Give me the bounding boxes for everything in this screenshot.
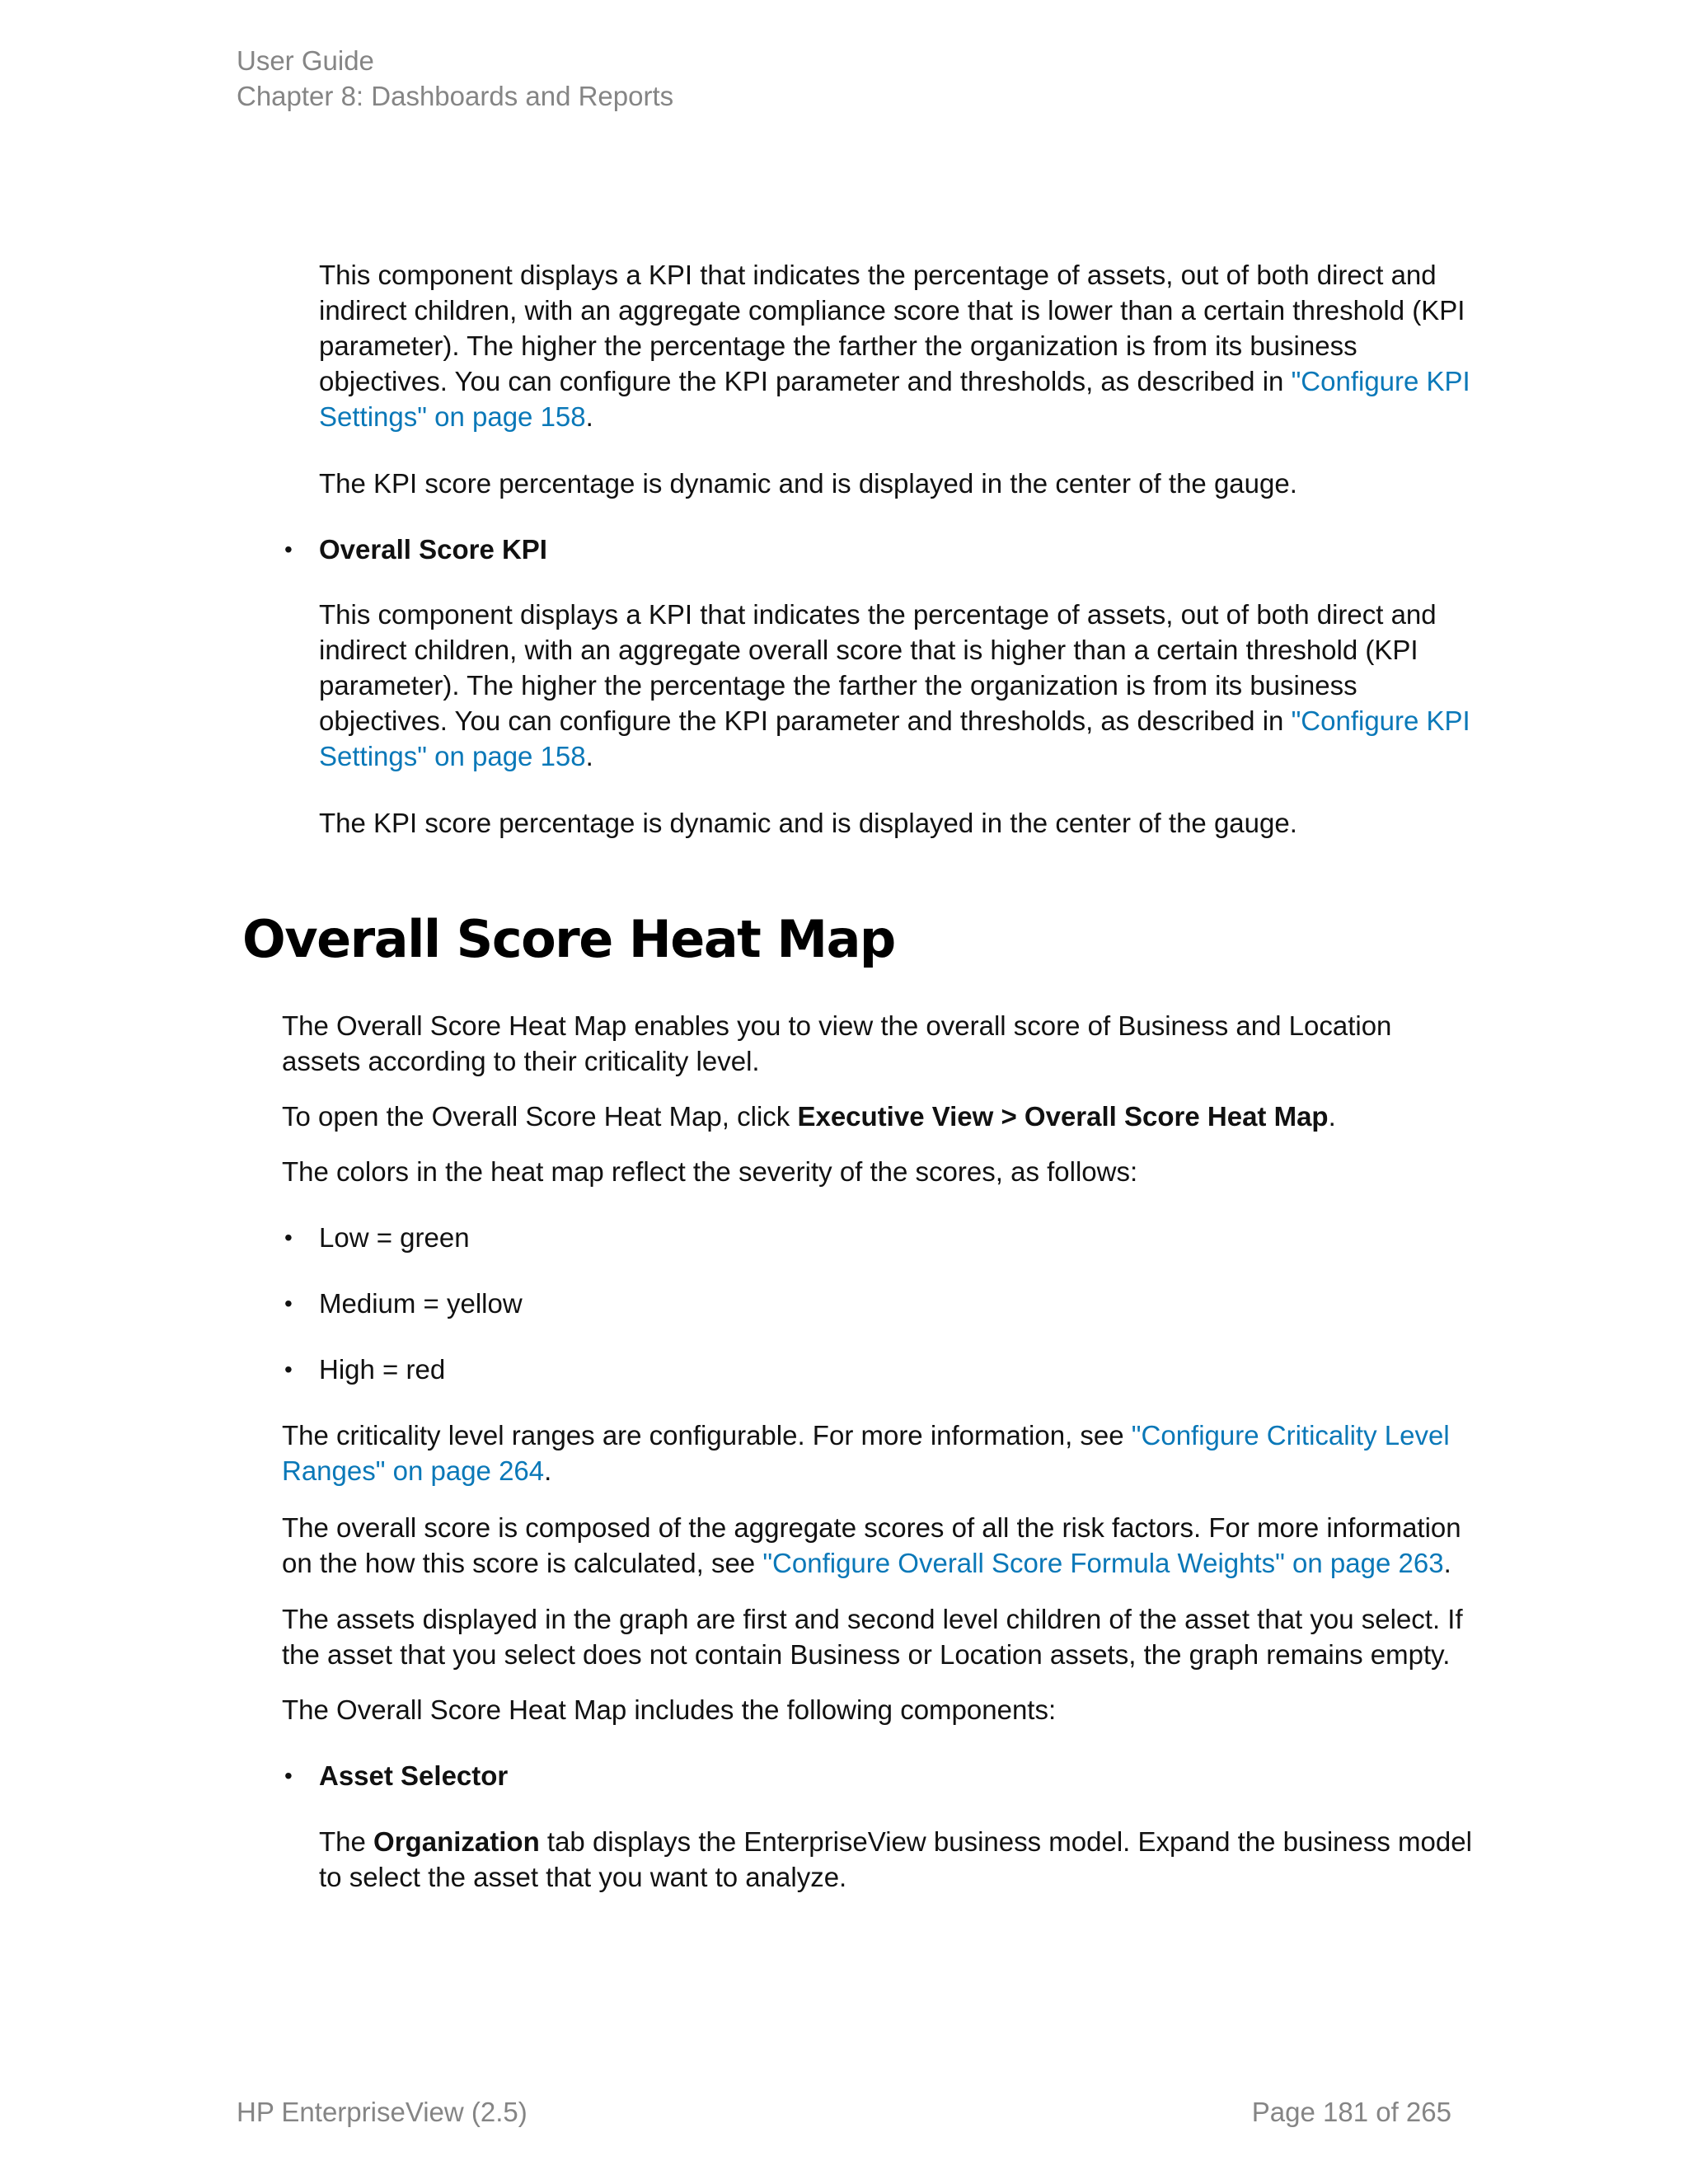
overall-score-kpi-title: Overall Score KPI: [319, 534, 547, 565]
bullet-icon: •: [284, 537, 293, 562]
compliance-kpi-description: This component displays a KPI that indicates the percentage of assets, out of both direct and indirect children, with an aggregate compliance score that is lower than a certain threshold (KPI parameter). The higher the percentage the farther the organization is from its business objectives. You can configure the KPI parameter and thresholds, as described in "Configure KPI Settings" on page 158.: [319, 260, 1470, 432]
page-header: [237, 43, 673, 114]
section-heading: Overall Score Heat Map: [242, 909, 895, 969]
assets-paragraph: The assets displayed in the graph are first and second level children of the asset that you select. If the asset that you select does not contain Business or Location assets, the graph remains empty.: [282, 1604, 1463, 1670]
bullet-icon: •: [284, 1357, 293, 1382]
footer-product: HP EnterpriseView (2.5): [237, 2097, 528, 2127]
configure-formula-weights-link[interactable]: "Configure Overall Score Formula Weights" on page 263: [762, 1548, 1444, 1578]
asset-selector-title: Asset Selector: [319, 1760, 509, 1791]
components-intro: The Overall Score Heat Map includes the following components:: [282, 1694, 1057, 1725]
bullet-icon: •: [284, 1291, 293, 1316]
formula-paragraph: The overall score is composed of the aggregate scores of all the risk factors. For more information on the how this score is calculated, see "Configure Overall Score Formula Weights" on page 263.: [282, 1512, 1461, 1578]
configure-kpi-settings-link[interactable]: "Configure KPI Settings" on page 158: [319, 705, 1470, 771]
open-instructions: To open the Overall Score Heat Map, click Executive View > Overall Score Heat Map.: [282, 1101, 1336, 1132]
color-item-low: Low = green: [319, 1222, 470, 1253]
bullet-icon: •: [284, 1763, 293, 1788]
asset-selector-description: The Organization tab displays the EnterpriseView business model. Expand the business model to select the asset that you want to analyze.: [319, 1826, 1472, 1892]
compliance-kpi-note: The KPI score percentage is dynamic and is displayed in the center of the gauge.: [319, 468, 1297, 499]
overall-score-kpi-note: The KPI score percentage is dynamic and is displayed in the center of the gauge.: [319, 808, 1297, 838]
footer-page-number: Page 181 of 265: [1251, 2097, 1451, 2127]
color-item-high: High = red: [319, 1354, 446, 1385]
doc-title: User Guide: [237, 45, 374, 76]
bullet-icon: •: [284, 1225, 293, 1250]
menu-path: Executive View > Overall Score Heat Map: [797, 1101, 1329, 1132]
configure-criticality-ranges-link[interactable]: "Configure Criticality Level Ranges" on page 264: [282, 1420, 1450, 1486]
chapter-title: Chapter 8: Dashboards and Reports: [237, 81, 674, 111]
color-item-medium: Medium = yellow: [319, 1288, 523, 1319]
heat-map-intro: The Overall Score Heat Map enables you to view the overall score of Business and Location assets according to their criticality level.: [282, 1010, 1392, 1076]
overall-score-kpi-description: This component displays a KPI that indicates the percentage of assets, out of both direct and indirect children, with an aggregate overall score that is higher than a certain threshold (KPI parameter). The higher the percentage the farther the organization is from its business objectives. You can configure the KPI parameter and thresholds, as described in "Configure KPI Settings" on page 158.: [319, 599, 1470, 771]
criticality-paragraph: The criticality level ranges are configurable. For more information, see "Configure Criticality Level Ranges" on page 264.: [282, 1420, 1450, 1486]
configure-kpi-settings-link[interactable]: "Configure KPI Settings" on page 158: [319, 366, 1470, 432]
colors-intro: The colors in the heat map reflect the severity of the scores, as follows:: [282, 1156, 1138, 1187]
